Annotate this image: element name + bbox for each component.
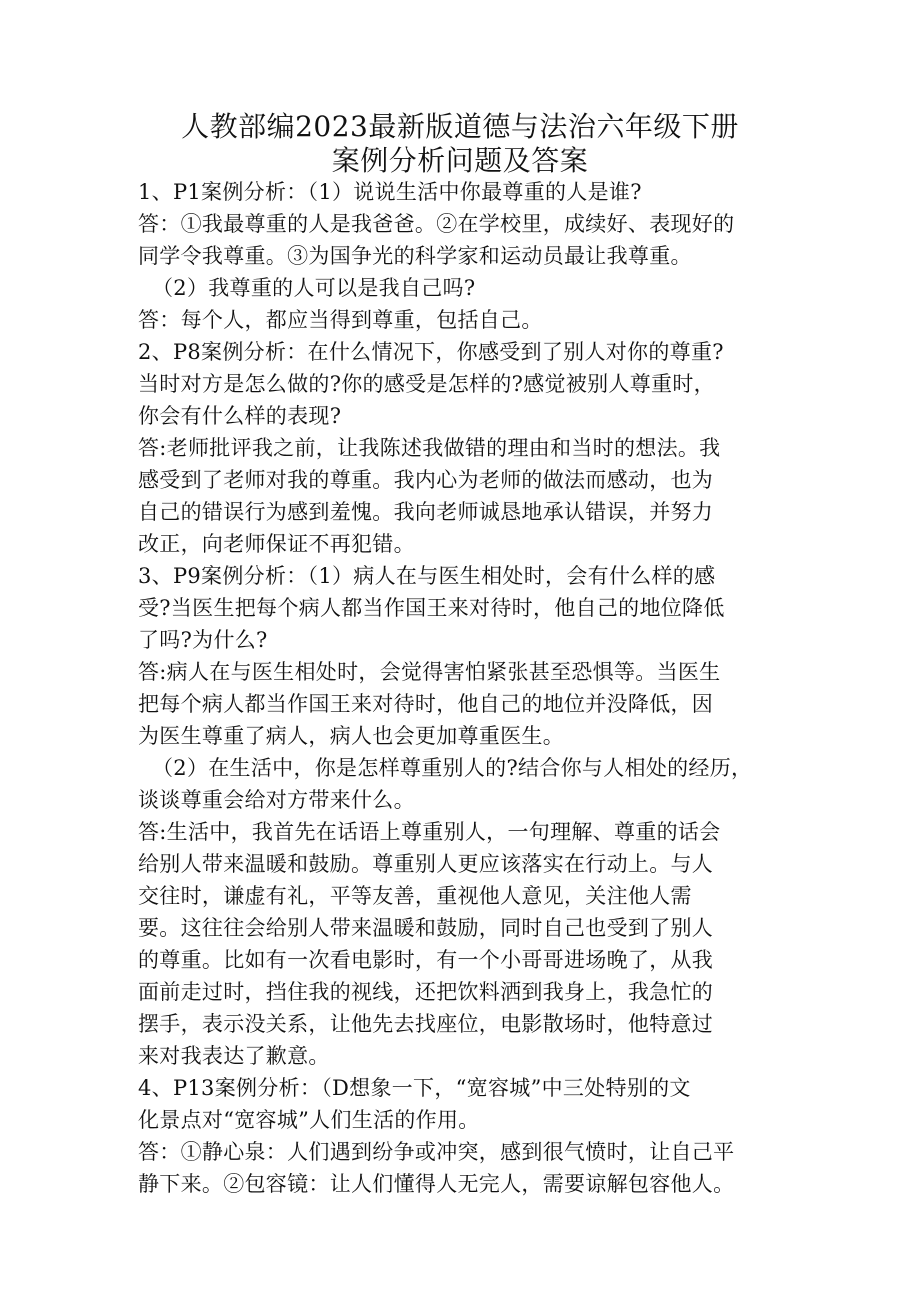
answer-3-sub-2-line-7: 摆手，表示没关系，让他先去找座位，电影散场时，他特意过 xyxy=(138,1012,714,1036)
question-3-sub-2-line-2: 谈谈尊重会给对方带来什么。 xyxy=(138,788,415,812)
question-1-sub-2: （2）我尊重的人可以是我自己吗? xyxy=(152,276,476,300)
question-2-line-1: 2、P8案例分析：在什么情况下，你感受到了别人对你的尊重? xyxy=(138,340,724,364)
answer-3-sub-2-line-8: 来对我表达了歉意。 xyxy=(138,1044,330,1068)
question-3-sub-2-line-1: （2）在生活中，你是怎样尊重别人的?结合你与人相处的经历， xyxy=(152,756,753,780)
answer-2-line-4: 改正，向老师保证不再犯错。 xyxy=(138,532,415,556)
answer-1-line-2: 同学令我尊重。③为国争光的科学家和运动员最让我尊重。 xyxy=(138,244,692,268)
question-1-prompt: 1、P1案例分析：（1）说说生活中你最尊重的人是谁? xyxy=(138,180,642,204)
answer-1-sub-2: 答：每个人，都应当得到尊重，包括自己。 xyxy=(138,308,543,332)
answer-2-line-1: 答:老师批评我之前，让我陈述我做错的理由和当时的想法。我 xyxy=(138,436,721,460)
answer-3-sub-2-line-4: 要。这往往会给别人带来温暖和鼓励，同时自己也受到了别人 xyxy=(138,916,714,940)
question-3-line-1: 3、P9案例分析：（1）病人在与医生相处时，会有什么样的感 xyxy=(138,564,716,588)
document-title-line-1: 人教部编2023最新版道德与法治六年级下册 xyxy=(181,110,739,143)
answer-3-sub-2-line-1: 答:生活中，我首先在话语上尊重别人，一句理解、尊重的话会 xyxy=(138,820,721,844)
answer-3-sub-2-line-2: 给别人带来温暖和鼓励。尊重别人更应该落实在行动上。与人 xyxy=(138,852,714,876)
answer-3-line-2: 把每个病人都当作国王来对待时，他自己的地位并没降低，因 xyxy=(138,692,714,716)
question-2-line-3: 你会有什么样的表现? xyxy=(138,404,342,428)
answer-2-line-2: 感受到了老师对我的尊重。我内心为老师的做法而感动，也为 xyxy=(138,468,714,492)
answer-3-sub-2-line-6: 面前走过时，挡住我的视线，还把饮料洒到我身上，我急忙的 xyxy=(138,980,714,1004)
question-2-line-2: 当时对方是怎么做的?你的感受是怎样的?感觉被别人尊重时， xyxy=(138,372,715,396)
question-4-line-2: 化景点对“宽容城”人们生活的作用。 xyxy=(138,1108,480,1132)
answer-3-sub-2-line-5: 的尊重。比如有一次看电影时，有一个小哥哥进场晚了，从我 xyxy=(138,948,714,972)
question-3-line-3: 了吗?为什么? xyxy=(138,628,268,652)
answer-2-line-3: 自己的错误行为感到羞愧。我向老师诚恳地承认错误，并努力 xyxy=(138,500,714,524)
document-title-line-2: 案例分析问题及答案 xyxy=(331,144,589,177)
answer-3-line-3: 为医生尊重了病人，病人也会更加尊重医生。 xyxy=(138,724,564,748)
answer-3-line-1: 答:病人在与医生相处时，会觉得害怕紧张甚至恐惧等。当医生 xyxy=(138,660,721,684)
answer-4-line-2: 静下来。②包容镜：让人们懂得人无完人，需要谅解包容他人。 xyxy=(138,1172,735,1196)
answer-3-sub-2-line-3: 交往时，谦虚有礼，平等友善，重视他人意见，关注他人需 xyxy=(138,884,692,908)
answer-1-line-1: 答：①我最尊重的人是我爸爸。②在学校里，成续好、表现好的 xyxy=(138,212,735,236)
question-3-line-2: 受?当医生把每个病人都当作国王来对待时，他自己的地位降低 xyxy=(138,596,725,620)
answer-4-line-1: 答：①静心泉：人们遇到纷争或冲突，感到很气愤时，让自己平 xyxy=(138,1140,735,1164)
question-4-line-1: 4、P13案例分析：（D想象一下，“宽容城”中三处特别的文 xyxy=(138,1076,691,1100)
